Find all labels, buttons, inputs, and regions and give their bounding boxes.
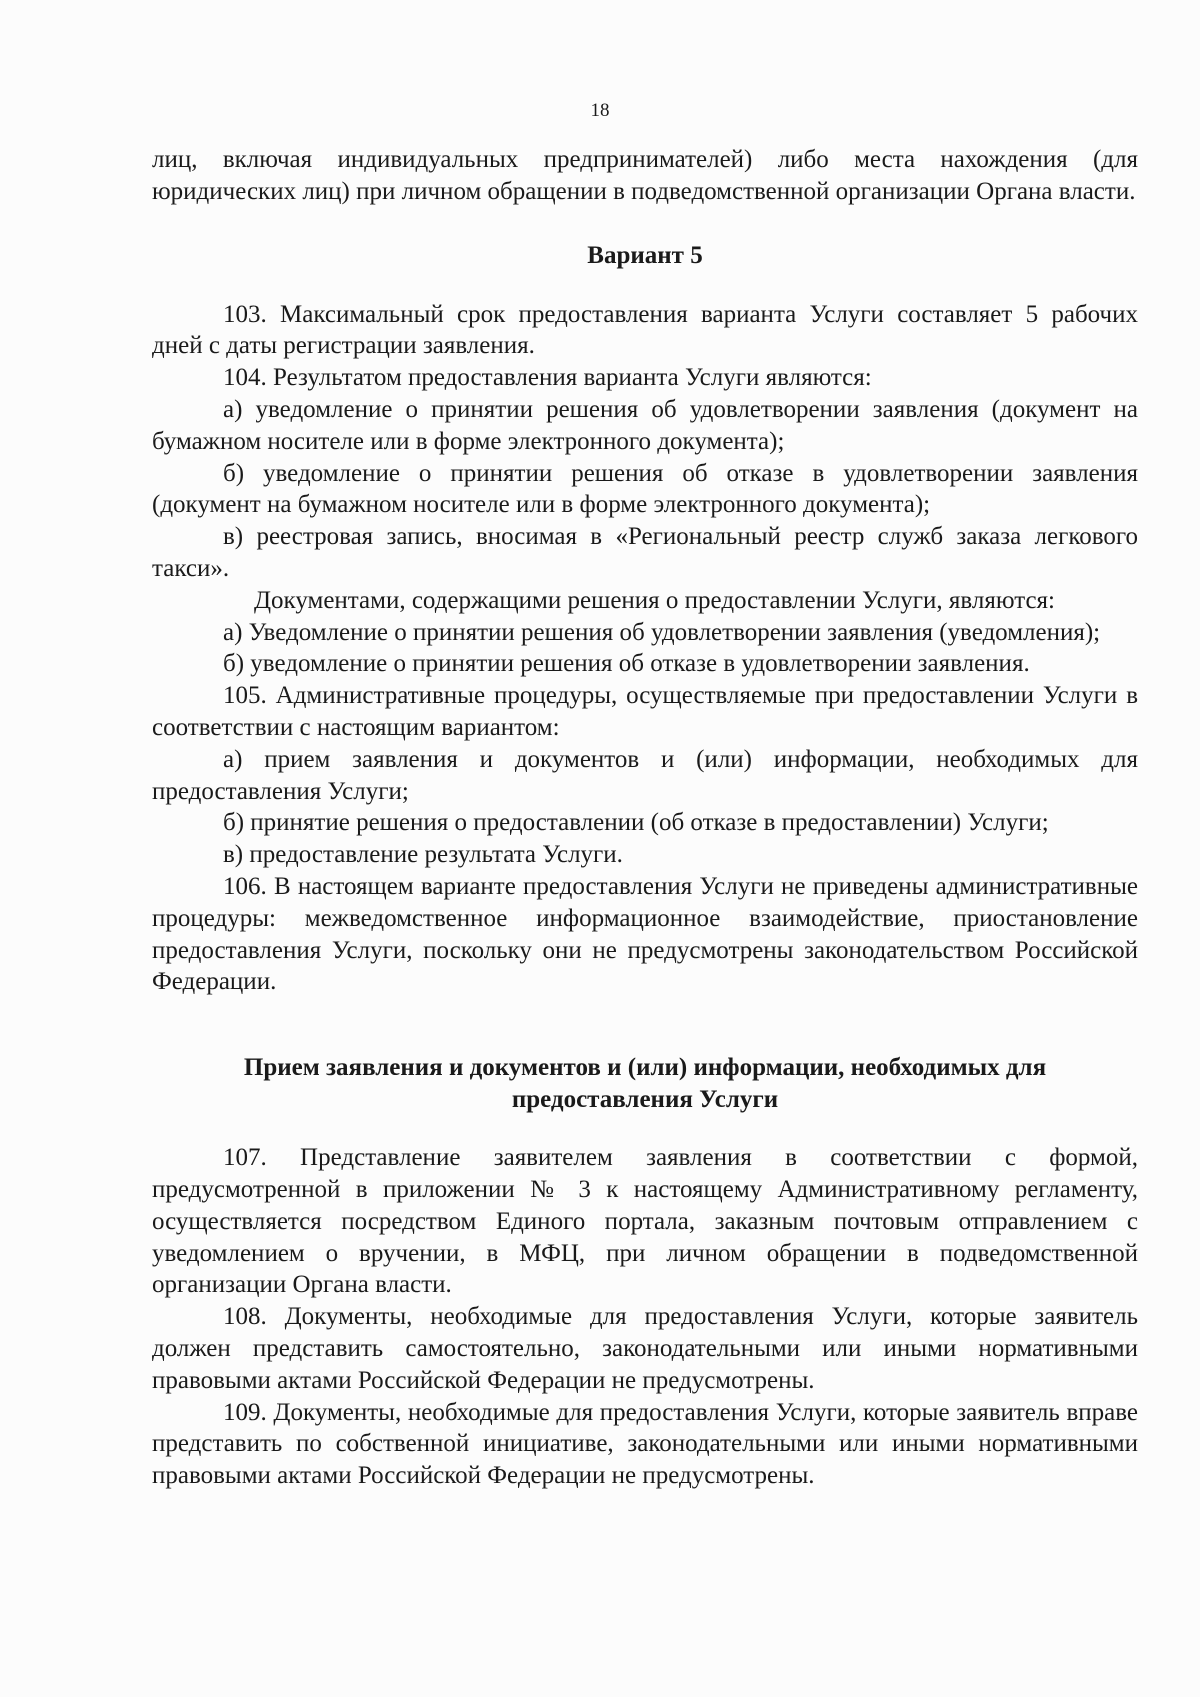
document-body <box>152 144 1138 1492</box>
paragraph-104-a: а) уведомление о принятии решения об удовлетворении заявления (документ на бумажном носителе или в форме электронного документа); <box>152 395 1138 455</box>
section-heading-line-2: предоставления Услуги <box>511 1086 779 1114</box>
paragraph-106: 106. В настоящем варианте предоставления Услуги не приведены административные процедуры: межведомственное информационное взаимодействие, приостановление предоставления Услуги, поскольку они не предусмотрены законодательством Российской Федерации. <box>152 872 1138 996</box>
intro-paragraph: лиц, включая индивидуальных предпринимателей) либо места нахождения (для юридических лиц) при личном обращении в подведомственной организации Органа власти. <box>152 146 1138 205</box>
paragraph-107: 107. Представление заявителем заявления в соответствии с формой, предусмотренной в приложении № 3 к настоящему Административному регламенту, осуществляется посредством Единого портала, заказным почтовым отправлением с уведомлением о вручении, в МФЦ, при личном обращении в подведомственной организации Органа власти. <box>152 1144 1138 1299</box>
section-heading-line-1: Прием заявления и документов и (или) информации, необходимых для <box>243 1054 1047 1082</box>
paragraph-105-b: б) принятие решения о предоставлении (об отказе в предоставлении) Услуги; <box>223 809 1049 837</box>
paragraph-105: 105. Административные процедуры, осуществляемые при предоставлении Услуги в соответствии с настоящим вариантом: <box>152 682 1138 741</box>
section-heading <box>152 1052 1138 1116</box>
paragraph-decision-b: б) уведомление о принятии решения об отказе в удовлетворении заявления. <box>223 650 1030 678</box>
paragraph-104: 104. Результатом предоставления варианта Услуги являются: <box>223 364 872 392</box>
paragraph-104-b: б) уведомление о принятии решения об отказе в удовлетворении заявления (документ на бумажном носителе или в форме электронного документа); <box>152 459 1138 519</box>
page-number: 18 <box>590 100 610 121</box>
paragraph-105-a: а) прием заявления и документов и (или) информации, необходимых для предоставления Услуги; <box>152 745 1138 805</box>
paragraph-104-c: в) реестровая запись, вносимая в «Региональный реестр служб заказа легкового такси». <box>152 523 1138 582</box>
paragraph-109: 109. Документы, необходимые для предоставления Услуги, которые заявитель вправе представить по собственной инициативе, законодательными или иными нормативными правовыми актами Российской Федерации не предусмотрены. <box>152 1398 1138 1490</box>
variant-heading: Вариант 5 <box>587 241 703 269</box>
paragraph-decision-a: а) Уведомление о принятии решения об удовлетворении заявления (уведомления); <box>223 618 1101 646</box>
paragraph-105-c: в) предоставление результата Услуги. <box>223 841 623 869</box>
paragraph-decision-documents: Документами, содержащими решения о предоставлении Услуги, являются: <box>254 586 1055 614</box>
paragraph-103: 103. Максимальный срок предоставления варианта Услуги составляет 5 рабочих дней с даты регистрации заявления. <box>152 300 1138 360</box>
paragraph-108: 108. Документы, необходимые для предоставления Услуги, которые заявитель должен представить самостоятельно, законодательными или иными нормативными правовыми актами Российской Федерации не предусмотрены. <box>152 1303 1138 1394</box>
